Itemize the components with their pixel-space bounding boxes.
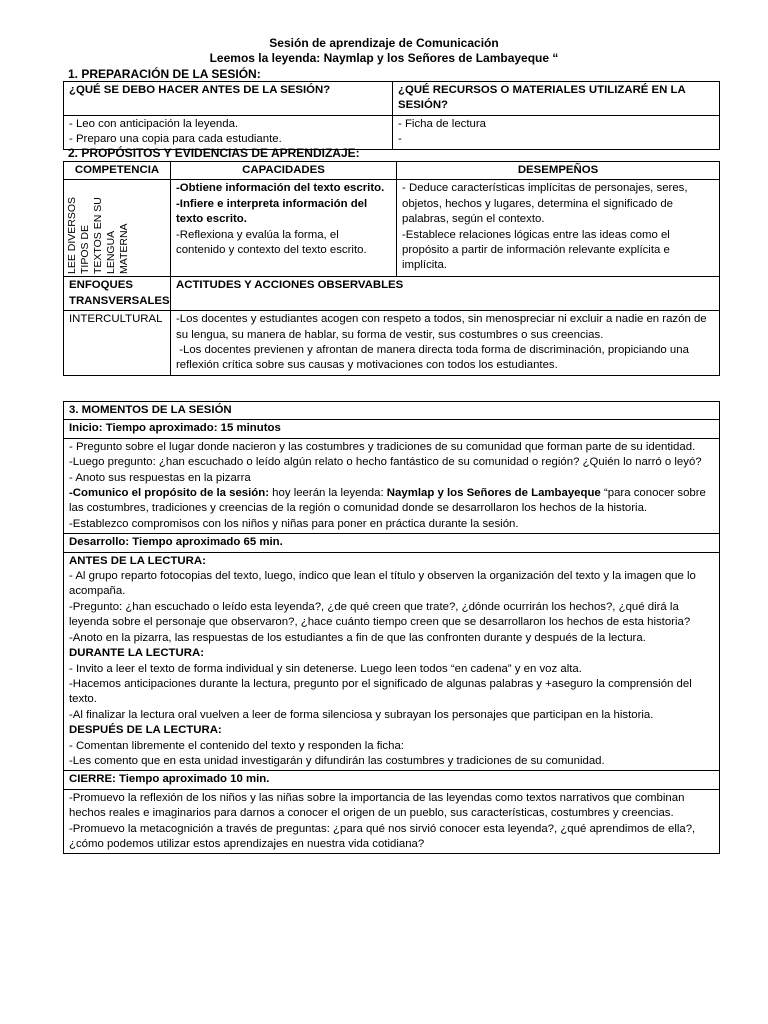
preparation-actions [64, 115, 393, 149]
desarrollo-header: Desarrollo: Tiempo aproximado 65 min. [64, 534, 720, 552]
table-row [64, 438, 720, 533]
table-row [64, 420, 720, 438]
table-row [64, 311, 720, 376]
purpose-text-rest: “para conocer sobre las costumbres, tradiciones y creencias de la región o comunidad donde se desarrollaron los hechos de la historia. [69, 487, 710, 515]
purpose-label: -Comunico el propósito de la sesión: [69, 487, 269, 500]
preparation-table [63, 81, 720, 150]
inicio-header: Inicio: Tiempo aproximado: 15 minutos [64, 420, 720, 438]
capacidades-cell [171, 180, 397, 277]
section-2-heading: 2. PROPÓSITOS Y EVIDENCIAS DE APRENDIZAJE: [68, 146, 360, 160]
desempenos-header: DESEMPEÑOS [397, 162, 720, 180]
col1-header: ¿QUÉ SE DEBO HACER ANTES DE LA SESIÓN? [64, 82, 393, 116]
list-item: -Al finalizar la lectura oral vuelven a leer de forma silenciosa y subrayan los personajes que participan en la historia. [69, 708, 654, 721]
list-item: -Promuevo la metacognición a través de preguntas: ¿para qué nos sirvió conocer esta leyenda?, ¿qué aprendimos de ella?, ¿cómo podemos utilizar estos aprendizajes en nuestra vida cotidiana? [69, 822, 696, 850]
list-item: -Infiere e interpreta información del texto escrito. [176, 197, 368, 226]
list-item: - Comentan libremente el contenido del texto y responden la ficha: [69, 739, 404, 752]
list-item: - Anoto sus respuestas en la pizarra [69, 471, 251, 484]
enfoques-header: ENFOQUES TRANSVERSALES [64, 277, 171, 311]
table-row [64, 115, 720, 149]
table-row [64, 162, 720, 180]
cierre-content [64, 789, 720, 854]
table-row [64, 771, 720, 789]
list-item: - Al grupo reparto fotocopias del texto, luego, indico que lean el título y observen la organización del texto y la imagen que lo acompaña. [69, 570, 696, 598]
competencia-text: LEE DIVERSOS TIPOS DE TEXTOS EN SU LENGUA MATERNA [66, 197, 130, 275]
list-item: -Pregunto: ¿han escuchado o leído esta leyenda?, ¿de qué creen que trate?, ¿dónde ocurrirán los hechos?, ¿qué dirá la leyenda sobre el personaje que observaron?, ¿hace cuánto tiempo creen que se desarrollaron los hechos de esta historia? [69, 600, 691, 629]
col2-header: ¿QUÉ RECURSOS O MATERIALES UTILIZARÉ EN LA SESIÓN? [393, 82, 720, 116]
list-item: -Obtiene información del texto escrito. [176, 182, 385, 195]
enfoque-cell: INTERCULTURAL [64, 311, 171, 376]
desarrollo-content [64, 552, 720, 771]
list-item: - Pregunto sobre el lugar donde nacieron y las costumbres y tradiciones de su comunidad que forman parte de su identidad. [69, 440, 696, 453]
list-item: -Les comento que en esta unidad investigarán y difundirán las costumbres y tradiciones de su comunidad. [69, 754, 605, 767]
list-item: -Anoto en la pizarra, las respuestas de los estudiantes a fin de que las confronten durante y después de la lectura. [69, 631, 646, 644]
competencia-header: COMPETENCIA [64, 162, 171, 180]
despues-header: DESPUÉS DE LA LECTURA: [69, 724, 222, 737]
list-item: - Preparo una copia para cada estudiante. [69, 133, 282, 146]
competencia-cell [64, 180, 130, 277]
list-item: -Establezco compromisos con los niños y niñas para poner en práctica durante la sesión. [69, 517, 519, 530]
durante-header: DURANTE LA LECTURA: [69, 647, 204, 660]
actitudes-cell [171, 311, 720, 376]
list-item [69, 486, 714, 517]
table-row [64, 82, 720, 116]
list-item: - Invito a leer el texto de forma individual y sin detenerse. Luego leen todos “en cadena” y en voz alta. [69, 662, 582, 675]
purpose-text: hoy leerán la leyenda: [269, 487, 387, 500]
table-row [64, 534, 720, 552]
preparation-resources [393, 115, 720, 149]
list-item: -Los docentes y estudiantes acogen con respeto a todos, sin menospreciar ni excluir a nadie en razón de su lengua, su manera de hablar, su forma de vestir, sus costumbres o sus creencias. [176, 313, 707, 341]
inicio-content [64, 438, 720, 533]
table-row [64, 402, 720, 420]
table-row [64, 180, 720, 277]
section-1-heading: 1. PREPARACIÓN DE LA SESIÓN: [68, 67, 261, 81]
desempenos-cell [397, 180, 720, 277]
purposes-table [63, 161, 720, 376]
list-item: -Promuevo la reflexión de los niños y las niñas sobre la importancia de las leyendas como textos narrativos que combinan hechos reales e imaginarios para darnos a conocer el origen de un pueblo, sus características, costumbres y creencias. [69, 791, 685, 820]
list-item: - [398, 133, 402, 146]
doc-subtitle: Leemos la leyenda: Naymlap y los Señores de Lambayeque “ [209, 51, 559, 65]
list-item: - Ficha de lectura [398, 117, 486, 130]
list-item: -Luego pregunto: ¿han escuchado o leído algún relato o hecho fantástico de su comunidad o región? ¿Quién lo narró o leyó? [69, 456, 702, 469]
moments-table [63, 401, 720, 854]
list-item: - Leo con anticipación la leyenda. [69, 117, 239, 130]
actitudes-header: ACTITUDES Y ACCIONES OBSERVABLES [171, 277, 720, 311]
antes-header: ANTES DE LA LECTURA: [69, 554, 206, 567]
section-3-heading: 3. MOMENTOS DE LA SESIÓN [64, 402, 720, 420]
doc-title: Sesión de aprendizaje de Comunicación [269, 36, 499, 50]
legend-title: Naymlap y los Señores de Lambayeque [386, 487, 601, 500]
list-item: - Deduce características implícitas de personajes, seres, objetos, hechos y lugares, determina el significado de palabras, según el contexto. [402, 182, 688, 226]
capacidades-header: CAPACIDADES [171, 162, 397, 180]
list-item: -Establece relaciones lógicas entre las ideas como el propósito a partir de información relevante explícita e implícita. [402, 228, 670, 272]
table-row [64, 277, 720, 311]
list-item: -Reflexiona y evalúa la forma, el contenido y contexto del texto escrito. [176, 228, 367, 257]
table-row [64, 789, 720, 854]
list-item: -Los docentes previenen y afrontan de manera directa toda forma de discriminación, propiciando una reflexión crítica sobre sus causas y motivaciones con todos los estudiantes. [176, 344, 693, 372]
list-item: -Hacemos anticipaciones durante la lectura, pregunto por el significado de algunas palabras y +aseguro la comprensión del texto. [69, 677, 692, 706]
cierre-header: CIERRE: Tiempo aproximado 10 min. [64, 771, 720, 789]
table-row [64, 552, 720, 771]
